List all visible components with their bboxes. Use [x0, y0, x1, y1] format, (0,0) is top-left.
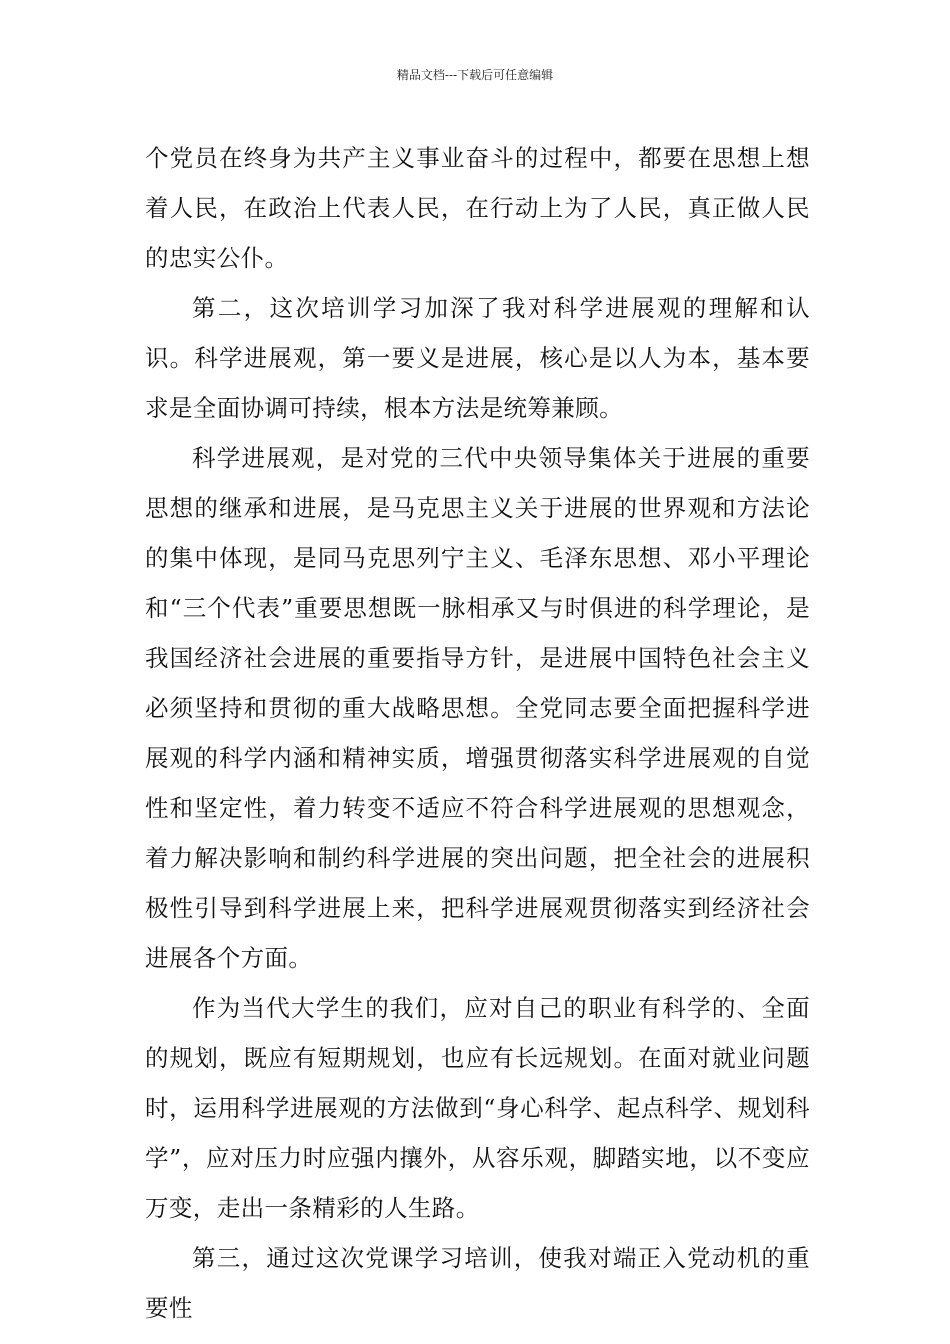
paragraph-second-point: 第二，这次培训学习加深了我对科学进展观的理解和认识。科学进展观，第一要义是进展，核心是以人为本，基本要求是全面协调可持续，根本方法是统筹兼顾。 — [145, 294, 810, 422]
page-header: 精品文档---下载后可任意编辑 — [396, 68, 554, 82]
paragraph-scientific-outlook: 科学进展观，是对党的三代中央领导集体关于进展的重要思想的继承和进展，是马克思主义关于进展的世界观和方法论的集中体现，是同马克思列宁主义、毛泽东思想、邓小平理论和“三个代表”重要思想既一脉相承又与时俱进的科学理论，是我国经济社会进展的重要指导方针，是进展中国特色社会主义必须坚持和贯彻的重大战略思想。全党同志要全面把握科学进展观的科学内涵和精神实质，增强贯彻落实科学进展观的自觉性和坚定性，着力转变不适应不符合科学进展观的思想观念，着力解决影响和制约科学进展的突出问题，把全社会的进展积极性引导到科学进展上来，把科学进展观贯彻落实到经济社会进展各个方面。 — [145, 444, 810, 972]
paragraph-third-point: 第三，通过这次党课学习培训，使我对端正入党动机的重要性 — [145, 1244, 810, 1322]
paragraph-continuation: 个党员在终身为共产主义事业奋斗的过程中，都要在思想上想着人民，在政治上代表人民，在行动上为了人民，真正做人民的忠实公仆。 — [145, 144, 810, 272]
paragraph-students-planning: 作为当代大学生的我们，应对自己的职业有科学的、全面的规划，既应有短期规划，也应有长远规划。在面对就业问题时，运用科学进展观的方法做到“身心科学、起点科学、规划科学”，应对压力时应强内攘外，从容乐观，脚踏实地，以不变应万变，走出一条精彩的人生路。 — [145, 994, 810, 1222]
document-body — [145, 133, 810, 1333]
